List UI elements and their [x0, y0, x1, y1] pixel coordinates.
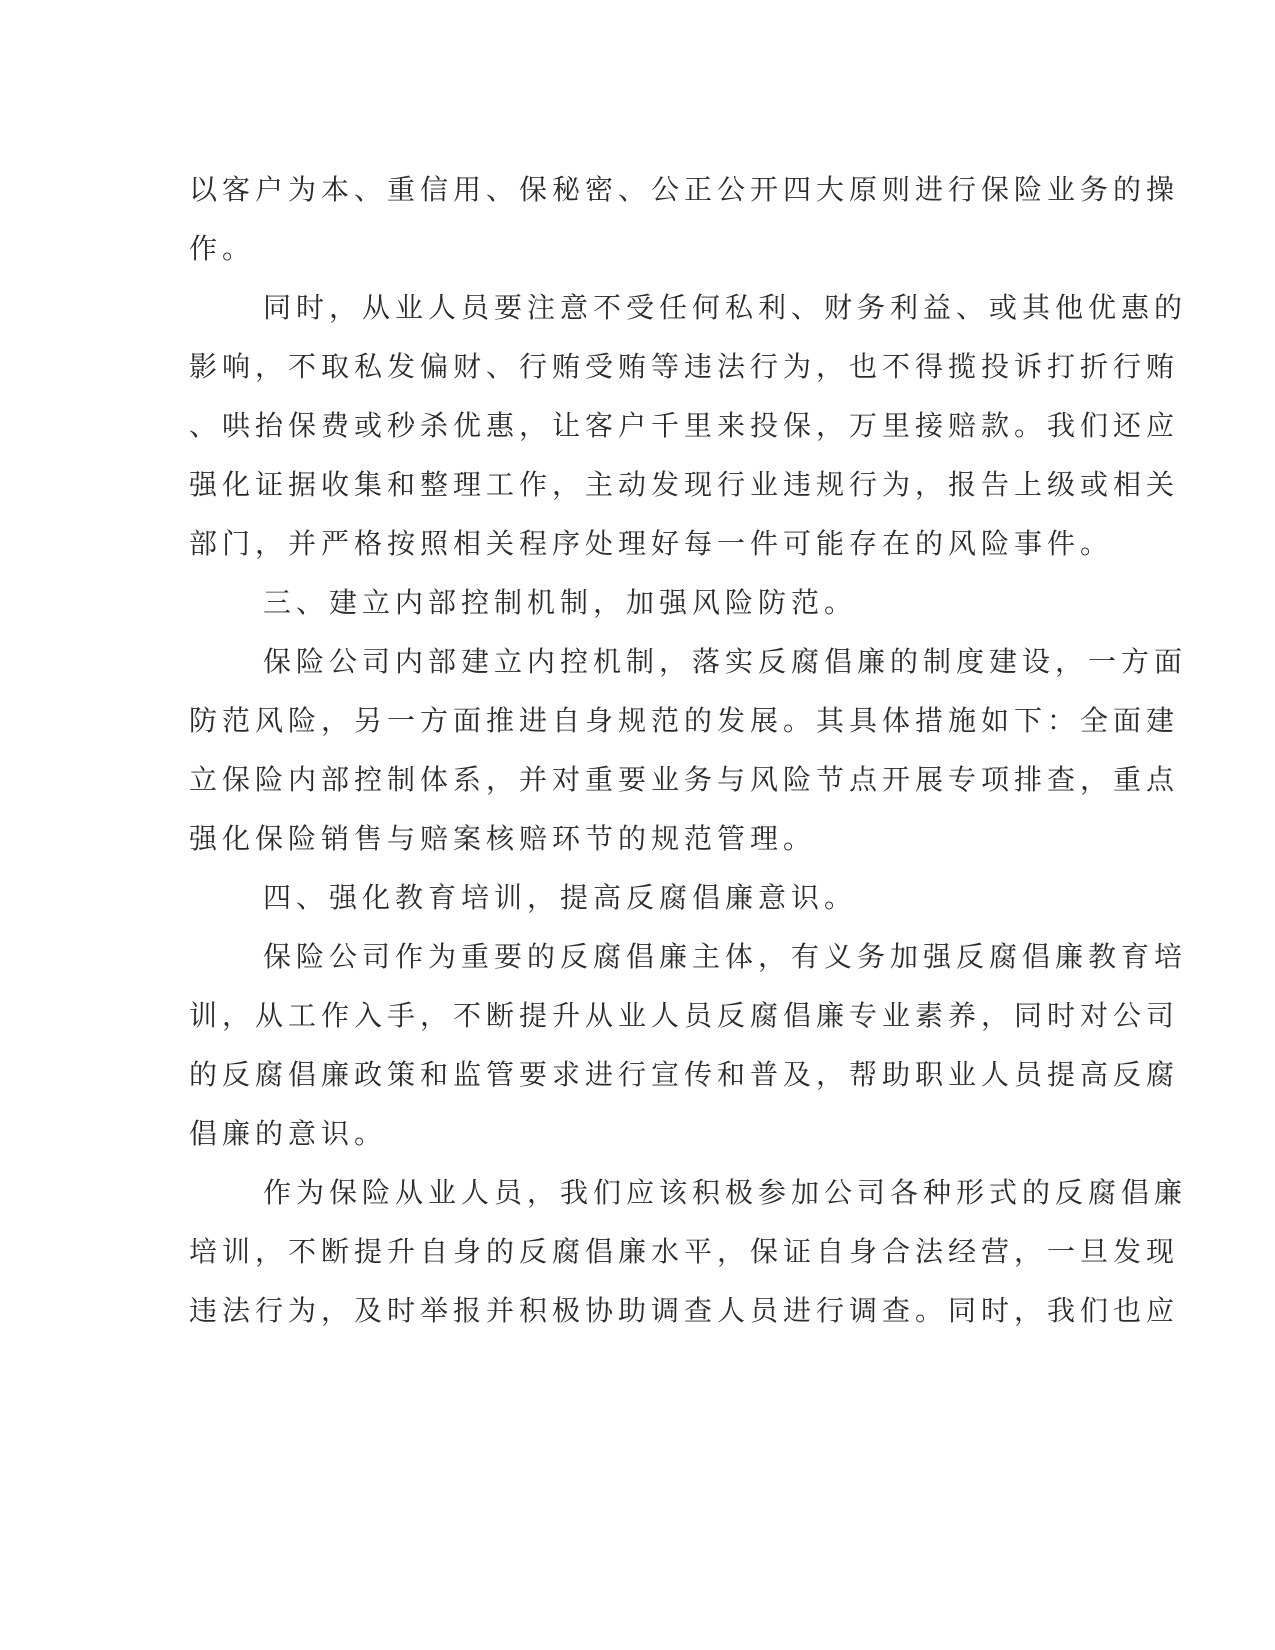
paragraph-line: 的反腐倡廉政策和监管要求进行宣传和普及，帮助职业人员提高反腐 — [189, 1058, 1180, 1091]
paragraph-line: 强化证据收集和整理工作，主动发现行业违规行为，报告上级或相关 — [189, 468, 1180, 501]
document-body — [189, 160, 1188, 1340]
paragraph-line: 违法行为，及时举报并积极协助调查人员进行调查。同时，我们也应 — [189, 1294, 1180, 1327]
paragraph-line: 培训，不断提升自身的反腐倡廉水平，保证自身合法经营，一旦发现 — [189, 1235, 1180, 1268]
paragraph-line: 倡廉的意识。 — [189, 1117, 388, 1150]
paragraph-line: 影响，不取私发偏财、行贿受贿等违法行为，也不得揽投诉打折行贿 — [189, 350, 1180, 383]
paragraph-line: 作。 — [189, 232, 256, 265]
paragraph-line: 防范风险，另一方面推进自身规范的发展。其具体措施如下：全面建 — [189, 704, 1180, 737]
paragraph-line: 保险公司作为重要的反腐倡廉主体，有义务加强反腐倡廉教育培 — [263, 940, 1188, 973]
paragraph-line: 作为保险从业人员，我们应该积极参加公司各种形式的反腐倡廉 — [263, 1176, 1188, 1209]
paragraph-line: 以客户为本、重信用、保秘密、公正公开四大原则进行保险业务的操 — [189, 173, 1180, 206]
paragraph-line: 训，从工作入手，不断提升从业人员反腐倡廉专业素养，同时对公司 — [189, 999, 1180, 1032]
section-heading: 三、建立内部控制机制，加强风险防范。 — [263, 586, 858, 619]
paragraph-line: 、哄抬保费或秒杀优惠，让客户千里来投保，万里接赔款。我们还应 — [189, 409, 1180, 442]
paragraph-line: 部门，并严格按照相关程序处理好每一件可能存在的风险事件。 — [189, 527, 1114, 560]
paragraph-line: 立保险内部控制体系，并对重要业务与风险节点开展专项排查，重点 — [189, 763, 1180, 796]
paragraph-line: 保险公司内部建立内控机制，落实反腐倡廉的制度建设，一方面 — [263, 645, 1188, 678]
paragraph-line: 同时，从业人员要注意不受任何私利、财务利益、或其他优惠的 — [263, 291, 1188, 324]
section-heading: 四、强化教育培训，提高反腐倡廉意识。 — [263, 881, 858, 914]
paragraph-line: 强化保险销售与赔案核赔环节的规范管理。 — [189, 822, 817, 855]
